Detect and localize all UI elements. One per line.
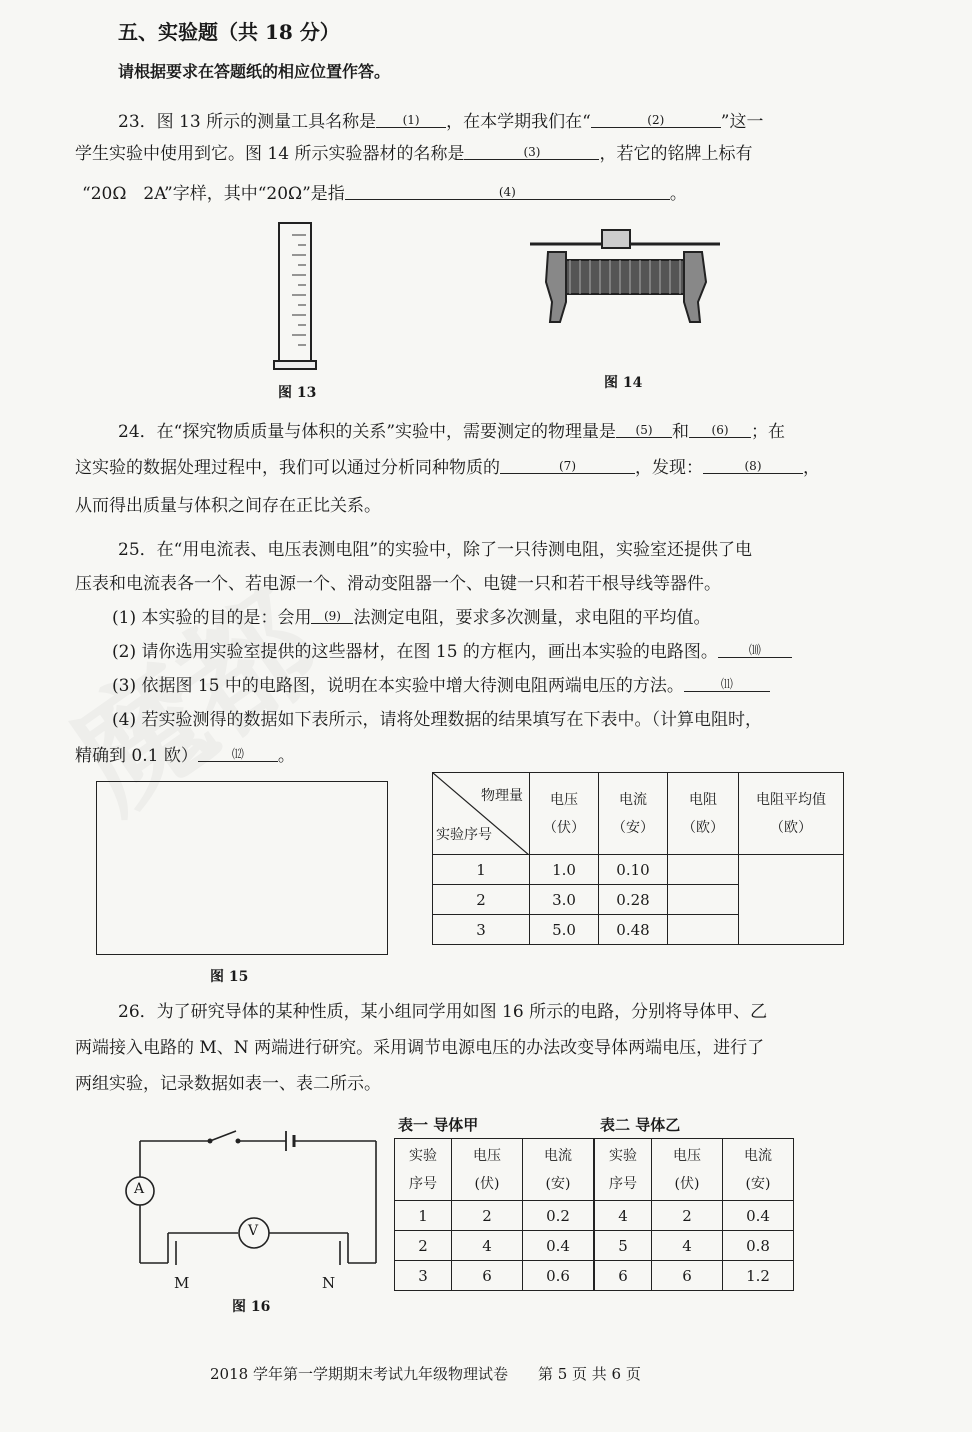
q25-part5: 精确到 0.1 欧） ⑿ 。 <box>75 746 295 766</box>
blank-2: (2) <box>591 113 721 128</box>
blank-1: (1) <box>376 113 446 128</box>
header-trial: 实验 序号 <box>595 1139 652 1201</box>
q25-line2: 压表和电流表各一个、若电源一个、滑动变阻器一个、电键一只和若干根导线等器件。 <box>75 574 721 594</box>
table-row: 3 6 0.6 <box>395 1261 594 1291</box>
figure-13-caption: 图 13 <box>278 385 317 401</box>
q25-part1: (1) 本实验的目的是：会用 (9) 法测定电阻，要求多次测量，求电阻的平均值。 <box>112 608 711 628</box>
q24-line2: 这实验的数据处理过程中，我们可以通过分析同种物质的 (7) ，发现： (8) ， <box>75 458 820 478</box>
diagonal-header-cell: 物理量 实验序号 <box>433 773 530 855</box>
header-voltage: 电压 (伏) <box>452 1139 523 1201</box>
q25-line1: 25．在“用电流表、电压表测电阻”的实验中，除了一只待测电阻，实验室还提供了电 <box>118 540 753 560</box>
figure-15-caption: 图 15 <box>210 969 249 985</box>
table-row: 5 4 0.8 <box>595 1231 794 1261</box>
header-current: 电流 （安） <box>599 773 668 855</box>
table-row: 2 3.0 0.28 <box>433 885 844 915</box>
q23-line2: 学生实验中使用到它。图 14 所示实验器材的名称是 (3) ，若它的铭牌上标有 <box>75 144 753 164</box>
blank-11: ⑾ <box>684 677 770 692</box>
ammeter-label: A <box>134 1181 145 1197</box>
header-voltage: 电压 （伏） <box>530 773 599 855</box>
table-row: 3 5.0 0.48 <box>433 915 844 945</box>
blank-7: (7) <box>500 459 635 474</box>
q25-data-table <box>432 772 844 945</box>
blank-9: (9) <box>311 609 353 624</box>
table-1-conductor-a <box>394 1138 594 1291</box>
header-current: 电流 (安) <box>523 1139 594 1201</box>
table-row: 4 2 0.4 <box>595 1201 794 1231</box>
terminal-n-label: N <box>322 1274 336 1292</box>
blank-4: (4) <box>345 185 670 200</box>
header-average: 电阻平均值 （欧） <box>739 773 844 855</box>
blank-6: (6) <box>689 423 751 438</box>
q23-line1: 23．图 13 所示的测量工具名称是 (1) ，在本学期我们在“ (2) ”这一 <box>118 112 764 132</box>
q25-part2: (2) 请你选用实验室提供的这些器材，在图 15 的方框内，画出本实验的电路图。 ⑽ <box>112 640 792 664</box>
q26-line3: 两组实验，记录数据如表一、表二所示。 <box>75 1074 381 1094</box>
circuit-drawing-box <box>96 781 388 955</box>
section-instruction: 请根据要求在答题纸的相应位置作答。 <box>118 62 391 81</box>
header-current: 电流 (安) <box>723 1139 794 1201</box>
blank-12: ⑿ <box>198 747 278 762</box>
table-row: 6 6 1.2 <box>595 1261 794 1291</box>
blank-5: (5) <box>616 423 672 438</box>
table-1-title: 表一 导体甲 <box>398 1116 479 1134</box>
q26-line1: 26．为了研究导体的某种性质，某小组同学用如图 16 所示的电路，分别将导体甲、乙 <box>118 1002 768 1022</box>
table-row: 1 2 0.2 <box>395 1201 594 1231</box>
graduated-cylinder-figure <box>262 215 332 375</box>
circuit-figure-16 <box>118 1125 388 1305</box>
table-row: 2 4 0.4 <box>395 1231 594 1261</box>
figure-14-caption: 图 14 <box>604 375 643 391</box>
q23-line3: “20Ω 2A”字样，其中“20Ω”是指 (4) 。 <box>82 184 687 204</box>
blank-8: (8) <box>703 459 803 474</box>
table-2-conductor-b <box>594 1138 794 1291</box>
section-title: 五、实验题（共 18 分） <box>118 20 340 44</box>
average-cell <box>739 855 844 945</box>
q26-line2: 两端接入电路的 M、N 两端进行研究。采用调节电源电压的办法改变导体两端电压，进行了 <box>75 1038 765 1058</box>
figure-16-caption: 图 16 <box>232 1299 271 1315</box>
blank-10: ⑽ <box>718 643 792 658</box>
q24-line3: 从而得出质量与体积之间存在正比关系。 <box>75 496 381 516</box>
terminal-m-label: M <box>174 1274 190 1292</box>
header-voltage: 电压 (伏) <box>652 1139 723 1201</box>
q24-line1: 24．在“探究物质质量与体积的关系”实验中，需要测定的物理量是 (5) 和 (6) ；在 <box>118 422 786 442</box>
blank-3: (3) <box>464 145 599 160</box>
page-footer: 2018 学年第一学期期末考试九年级物理试卷 第 5 页 共 6 页 <box>210 1365 641 1383</box>
q25-part3: (3) 依据图 15 中的电路图，说明在本实验中增大待测电阻两端电压的方法。 ⑾ <box>112 674 770 698</box>
table-row: 1 1.0 0.10 <box>433 855 844 885</box>
header-resistance: 电阻 （欧） <box>668 773 739 855</box>
table-2-title: 表二 导体乙 <box>600 1116 681 1134</box>
header-trial: 实验 序号 <box>395 1139 452 1201</box>
rheostat-figure <box>520 222 730 332</box>
q25-part4: (4) 若实验测得的数据如下表所示，请将处理数据的结果填写在下表中。（计算电阻时， <box>112 710 762 730</box>
voltmeter-label: V <box>248 1223 259 1239</box>
